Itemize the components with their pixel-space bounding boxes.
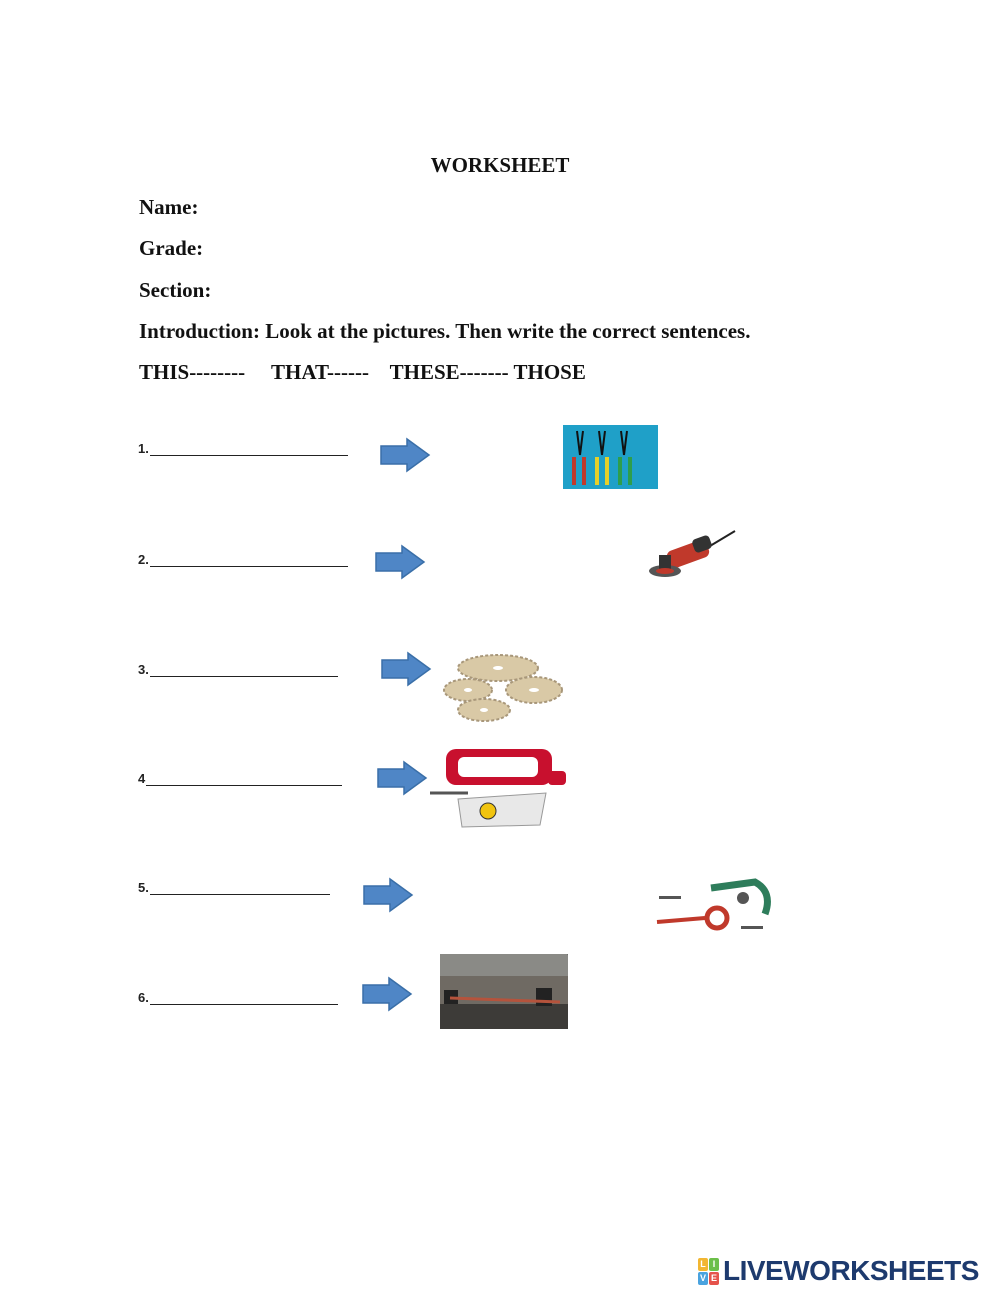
introduction-text: Introduction: Look at the pictures. Then write the correct sentences. <box>139 319 751 343</box>
answer-row-1 <box>138 441 348 456</box>
arrow-right-icon <box>376 760 428 796</box>
answer-row-4 <box>138 771 342 786</box>
answer-line[interactable] <box>146 775 342 786</box>
logo-letter: E <box>710 1272 717 1283</box>
answer-line[interactable] <box>150 556 348 567</box>
band-saw-image <box>428 741 570 829</box>
tin-snips-image <box>563 425 658 489</box>
section-label: Section: <box>139 278 212 302</box>
arrow-right-icon <box>380 651 432 687</box>
item-number: 6. <box>138 990 149 1005</box>
word-bank: THIS-------- THAT------ THESE------- THOSE <box>139 360 586 384</box>
answer-row-6 <box>138 990 338 1005</box>
name-label: Name: <box>139 195 199 219</box>
arrow-right-icon <box>361 976 413 1012</box>
item-number: 5. <box>138 880 149 895</box>
logo-letter: V <box>699 1272 706 1283</box>
saw-blades-image <box>442 650 564 724</box>
brand-name: LIVEWORKSHEETS <box>723 1255 979 1286</box>
page-title: WORKSHEET <box>430 153 570 177</box>
answer-line[interactable] <box>150 666 338 677</box>
answer-row-5 <box>138 880 330 895</box>
item-number: 1. <box>138 441 149 456</box>
item-number: 2. <box>138 552 149 567</box>
logo-letter: I <box>709 1258 719 1271</box>
answer-line[interactable] <box>150 994 338 1005</box>
logo-letter: L <box>698 1258 708 1271</box>
answer-line[interactable] <box>150 884 330 895</box>
angle-grinder-image <box>645 527 738 585</box>
arrow-right-icon <box>374 544 426 580</box>
logo-mark-icon <box>698 1258 719 1285</box>
answer-row-3 <box>138 662 338 677</box>
arrow-right-icon <box>379 437 431 473</box>
answer-line[interactable] <box>150 445 348 456</box>
pipe-cutter-image <box>655 874 778 936</box>
grade-label: Grade: <box>139 236 204 260</box>
liveworksheets-logo <box>698 1256 979 1286</box>
item-number: 4 <box>138 771 146 786</box>
chop-saw-image <box>440 954 568 1029</box>
arrow-right-icon <box>362 877 414 913</box>
answer-row-2 <box>138 552 348 567</box>
item-number: 3. <box>138 662 149 677</box>
